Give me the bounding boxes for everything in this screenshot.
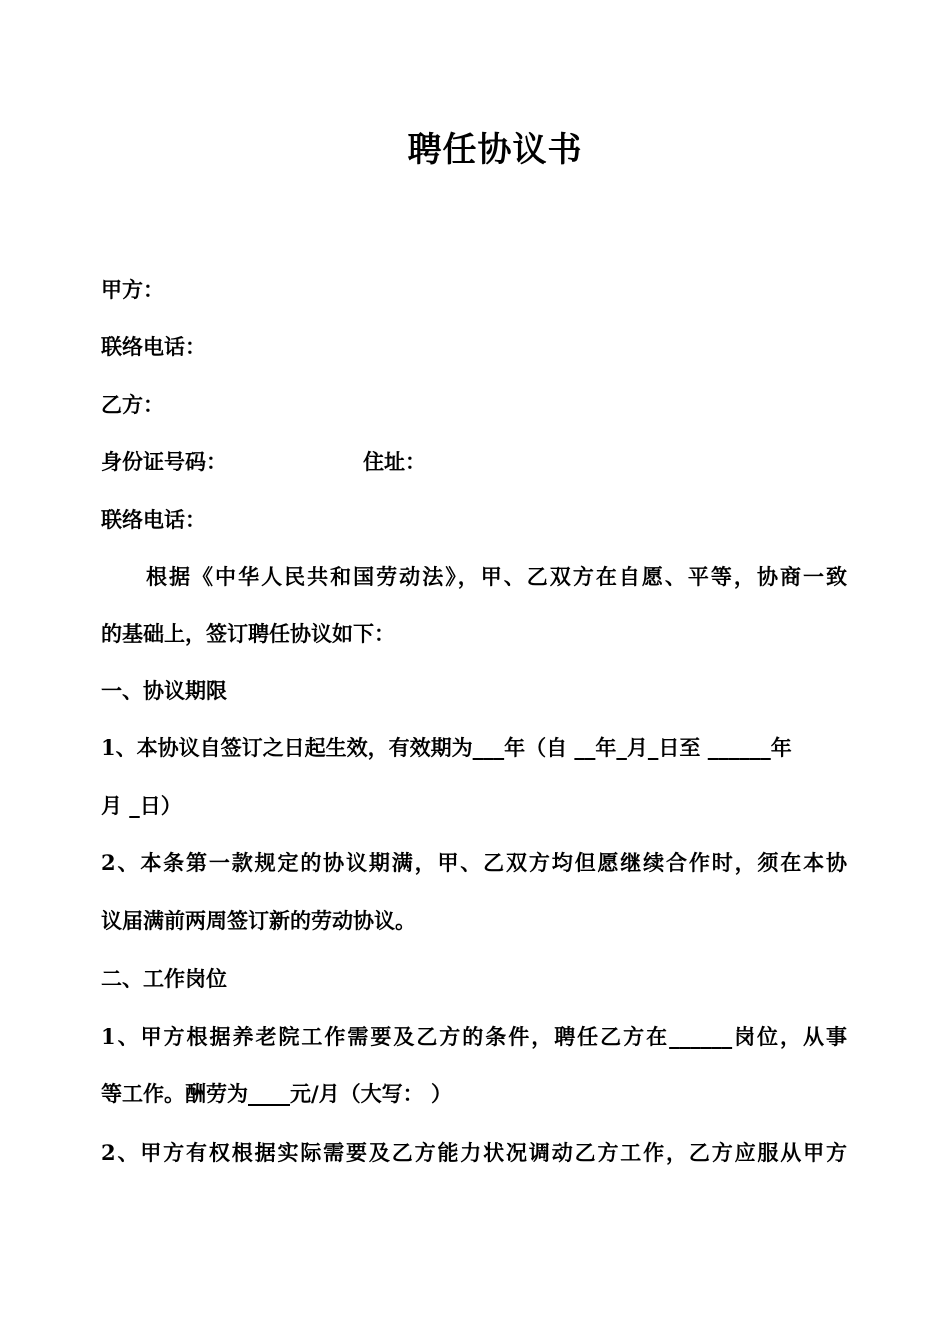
term-clause-2-line-2: 议届满前两周签订新的劳动协议。 <box>101 908 416 933</box>
position-clause-2-line-1: 2、甲方有权根据实际需要及乙方能力状况调动乙方工作，乙方应服从甲方 <box>101 1140 847 1165</box>
section-heading-position: 二、工作岗位 <box>101 966 227 991</box>
party-b-label: 乙方： <box>101 392 164 417</box>
term-clause-2-line-1: 2、本条第一款规定的协议期满，甲、乙双方均但愿继续合作时，须在本协 <box>101 850 847 875</box>
position-clause-1-line-2: 等工作。酬劳为____元/月（大写： ） <box>101 1081 452 1106</box>
term-clause-1-line-1: 1、本协议自签订之日起生效，有效期为___年（自 __年_月_日至 ______年 <box>101 735 792 760</box>
intro-paragraph-line-1: 根据《中华人民共和国劳动法》，甲、乙双方在自愿、平等，协商一致 <box>146 564 847 589</box>
party-b-phone-label: 联络电话： <box>101 507 206 532</box>
document-title: 聘任协议书 <box>407 130 583 170</box>
party-a-phone-label: 联络电话： <box>101 334 206 359</box>
address-label: 住址： <box>363 449 426 474</box>
party-a-label: 甲方： <box>101 277 164 302</box>
id-number-label: 身份证号码： <box>101 449 227 474</box>
section-heading-term: 一、协议期限 <box>101 678 227 703</box>
intro-paragraph-line-2: 的基础上，签订聘任协议如下： <box>101 621 395 646</box>
term-clause-1-line-2: 月 _日） <box>101 793 182 818</box>
position-clause-1-line-1: 1、甲方根据养老院工作需要及乙方的条件，聘任乙方在______岗位，从事 <box>101 1024 847 1049</box>
id-address-row <box>101 447 847 477</box>
